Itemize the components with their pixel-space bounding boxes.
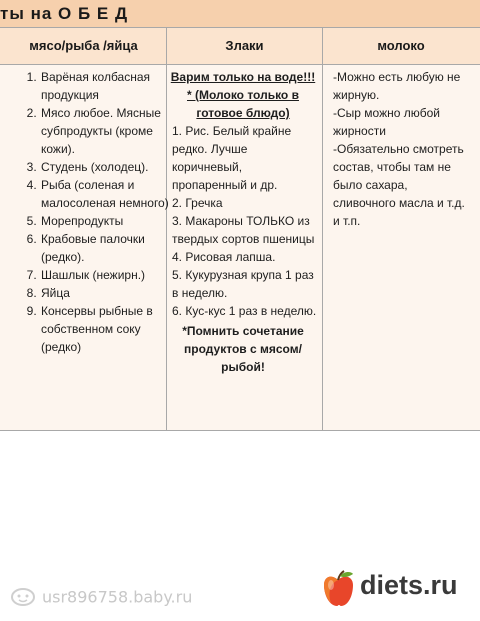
list-item: 7. Шашлык (нежирн.) xyxy=(40,266,182,284)
list-item: 2. Мясо любое. Мясные субпродукты (кроме кожи). xyxy=(40,104,182,158)
grains-note: *Помнить сочетание продуктов с мясом/рыбой! xyxy=(182,324,304,374)
grains-heading: Варим только на воде!!! * (Молоко только в готовое блюдо) xyxy=(170,70,316,120)
list-item: -Сыр можно любой жирности xyxy=(333,106,440,138)
watermark xyxy=(10,586,192,610)
logo-name: diets xyxy=(360,570,424,600)
table-header-row xyxy=(0,28,480,65)
logo-domain: .ru xyxy=(423,570,458,600)
list-item: 6. Крабовые палочки (редко). xyxy=(40,230,182,266)
list-item: 4. Рыба (соленая и малосоленая немного) xyxy=(40,176,182,212)
list-item: -Можно есть любую не жирную. xyxy=(333,70,461,102)
list-item: 1. Рис. Белый крайне редко. Лучше коричневый, пропаренный и др. xyxy=(172,124,292,192)
meat-list xyxy=(18,68,182,356)
grains-cell xyxy=(168,68,318,376)
list-item: 3. Макароны ТОЛЬКО из твердых сортов пшеницы xyxy=(172,214,315,246)
column-header-meat: мясо/рыба /яйца xyxy=(29,38,138,53)
page-title: ты на О Б Е Д xyxy=(0,4,129,23)
list-item: 8. Яйца xyxy=(40,284,182,302)
diets-logo xyxy=(318,568,478,612)
table-bottom-border xyxy=(0,430,480,431)
baby-face-icon xyxy=(10,586,36,610)
grains-list xyxy=(168,122,318,320)
list-item: 2. Гречка xyxy=(172,196,223,210)
list-item: -Обязательно смотреть состав, чтобы там не было сахара, сливочного масла и т.д. и т.п. xyxy=(333,142,465,228)
list-item: 9. Консервы рыбные в собственном соку (редко) xyxy=(40,302,182,356)
list-item: 3. Студень (холодец). xyxy=(40,158,182,176)
column-header-grains: Злаки xyxy=(225,38,264,53)
column-divider xyxy=(322,28,323,430)
list-item: 1. Варёная колбасная продукция xyxy=(40,68,182,104)
watermark-text: usr896758.baby.ru xyxy=(42,587,193,607)
title-bar xyxy=(0,0,480,28)
list-item: 4. Рисовая лапша. xyxy=(172,250,276,264)
milk-cell xyxy=(333,68,473,230)
list-item: 5. Кукурузная крупа 1 раз в неделю. xyxy=(172,268,314,300)
list-item: 6. Кус-кус 1 раз в неделю. xyxy=(172,304,317,318)
column-header-milk: молоко xyxy=(377,38,425,53)
list-item: 5. Морепродукты xyxy=(40,212,182,230)
apple-icon xyxy=(318,568,358,612)
